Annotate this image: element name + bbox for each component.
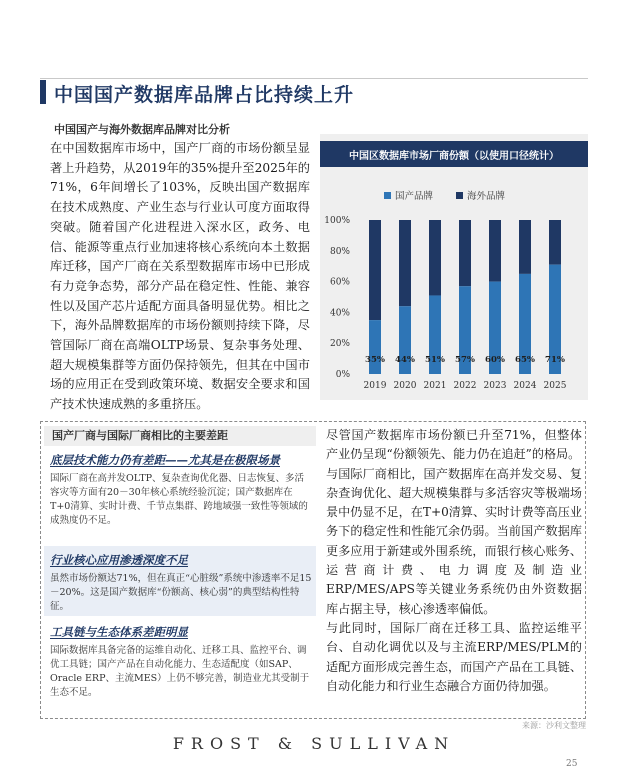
gap-section-body: 国际厂商在高并发OLTP、复杂查询优化器、日志恢复、多活容灾等方面有20－30年核心系统经验沉淀；国产数据库在T+0清算、实时计费、千节点集群、跨地域强一致性等领域的成熟度仍不足。 xyxy=(50,473,308,526)
data-label: 44% xyxy=(395,355,415,365)
bar-overseas xyxy=(489,220,501,282)
gap-analysis-text xyxy=(326,426,582,696)
x-tick-label: 2023 xyxy=(483,381,507,391)
data-label: 57% xyxy=(455,355,475,365)
data-label: 60% xyxy=(485,355,505,365)
intro-paragraph: 在中国数据库市场中，国产厂商的市场份额呈显著上升趋势，从2019年的35%提升至2025年的71%，6年间增长了103%，反映出国产数据库在技术成熟度、产业生态与行业认可度方面取得突破。随着国产化进程进入深水区，政务、电信、能源等重点行业加速将核心系统向本土数据库迁移，国产厂商在关系型数据库市场中已形成有力竞争态势，部分产品在稳定性、性能、兼容性以及国产芯片适配方面具备明显优势。相比之下，海外品牌数据库的市场份额则持续下降，尽管国际厂商在高端OLTP场景、复杂事务处理、超大规模集群等方面仍保持领先，但其在中国市场的应用正在受到政策环境、数据安全要求和国产技术快速成熟的多重挤压。 xyxy=(50,141,310,412)
y-tick-label: 80% xyxy=(329,246,350,257)
title-accent-bar xyxy=(40,80,46,104)
header-rule xyxy=(40,78,588,79)
bar-overseas xyxy=(399,220,411,306)
section-subtitle: 中国国产与海外数据库品牌对比分析 xyxy=(54,123,230,136)
gap-section-title: 底层技术能力仍有差距——尤其是在极限场景 xyxy=(50,453,280,467)
y-tick-label: 60% xyxy=(329,277,350,288)
y-tick-label: 40% xyxy=(329,308,350,319)
data-label: 51% xyxy=(425,355,445,365)
source-note: 来源：沙利文整理 xyxy=(522,721,586,730)
y-tick-label: 20% xyxy=(329,339,350,350)
bar-domestic xyxy=(369,320,381,374)
legend-swatch xyxy=(456,192,463,199)
gap-paragraph-2: 与国际厂商相比，国产数据库在高并发交易、复杂查询优化、超大规模集群与多活容灾等极端场景中仍显不足，在T+0清算、实时计费等高压业务下的稳定性和性能冗余仍弱。当前国产数据库更多应用于新建或外围系统，而银行核心账务、运营商计费、电力调度及制造业ERP/MES/APS等关键业务系统仍由外资数据库占据主导，核心渗透率偏低。 xyxy=(326,466,582,616)
x-tick-label: 2025 xyxy=(543,381,567,391)
bar-overseas xyxy=(369,220,381,320)
frost-sullivan-logo: FROST & SULLIVAN xyxy=(172,734,456,753)
x-tick-label: 2020 xyxy=(393,381,417,391)
y-tick-label: 100% xyxy=(324,216,350,226)
gap-section-2 xyxy=(44,546,316,616)
data-label: 71% xyxy=(545,355,565,365)
gap-section-title: 工具链与生态体系差距明显 xyxy=(50,625,188,639)
chart-title: 中国区数据库市场厂商份额（以使用口径统计） xyxy=(320,141,588,167)
x-tick-label: 2024 xyxy=(513,381,537,391)
y-tick-label: 0% xyxy=(335,370,350,380)
x-tick-label: 2019 xyxy=(363,381,387,391)
legend-swatch xyxy=(384,192,391,199)
bar-overseas xyxy=(549,220,561,265)
gap-section-body: 国际数据库具备完备的运维自动化、迁移工具、监控平台、调优工具链；国产产品在自动化能力、生态适配度（如SAP、Oracle ERP、主流MES）上仍不够完善，制造业尤其受制于生态不足。 xyxy=(50,645,310,698)
bar-overseas xyxy=(459,220,471,286)
gap-paragraph-3: 与此同时，国际厂商在迁移工具、监控运维平台、自动化调优以及与主流ERP/MES/PLM的适配方面形成完善生态，而国产产品在工具链、自动化能力和行业生态融合方面仍待加强。 xyxy=(326,620,582,693)
legend-label: 海外品牌 xyxy=(467,191,506,202)
gap-section-body: 虽然市场份额达71%，但在真正“心脏级”系统中渗透率不足15－20%。这是国产数据库“份额高、核心弱”的典型结构性特征。 xyxy=(50,573,312,612)
data-label: 35% xyxy=(365,355,385,365)
gap-section-1 xyxy=(44,448,316,548)
stacked-bar-chart xyxy=(320,170,588,400)
x-tick-label: 2022 xyxy=(453,381,477,391)
gap-section-3 xyxy=(44,620,316,715)
x-tick-label: 2021 xyxy=(423,381,447,391)
data-label: 65% xyxy=(515,355,535,365)
legend-label: 国产品牌 xyxy=(395,191,434,202)
bar-overseas xyxy=(429,220,441,295)
page-title: 中国国产数据库品牌占比持续上升 xyxy=(54,84,355,106)
comparison-header: 国产厂商与国际厂商相比的主要差距 xyxy=(44,426,316,446)
page-number: 25 xyxy=(566,759,578,769)
gap-section-title: 行业核心应用渗透深度不足 xyxy=(50,553,188,567)
gap-paragraph-1: 尽管国产数据库市场份额已升至71%，但整体产业仍呈现“份额领先、能力仍在追赶”的格局。 xyxy=(326,428,582,462)
bar-overseas xyxy=(519,220,531,274)
